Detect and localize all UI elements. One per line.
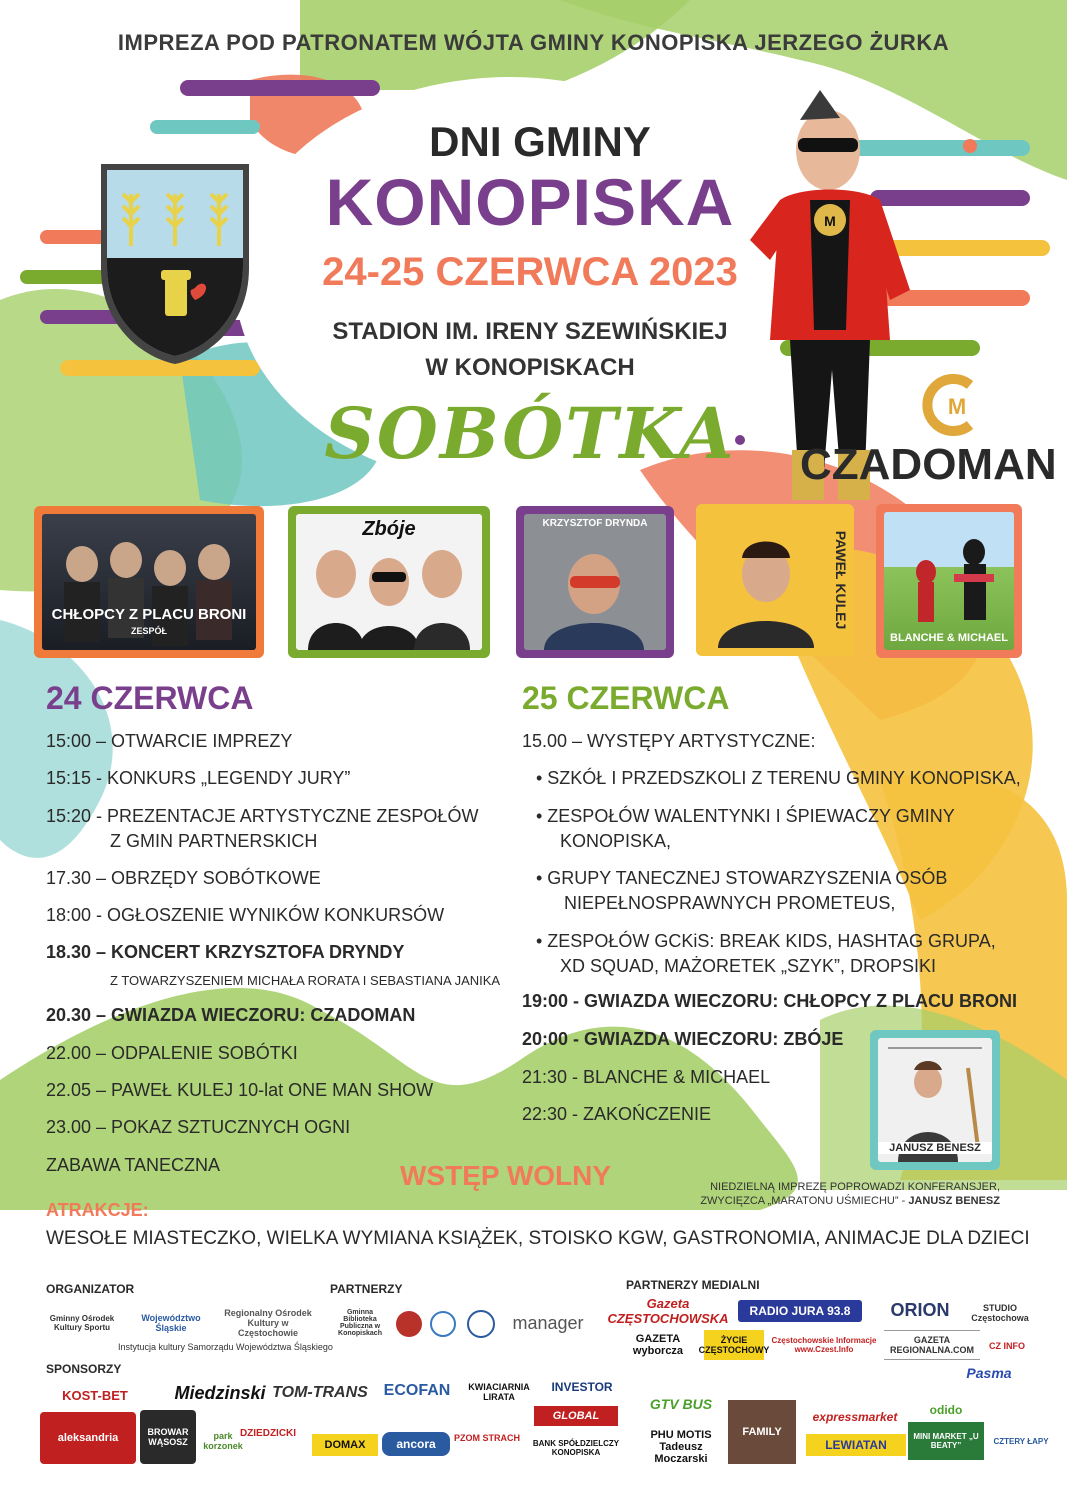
- partner-emblems-icon: [395, 1308, 505, 1340]
- host-note-name: JANUSZ BENESZ: [908, 1195, 1000, 1207]
- sponsor-logo: MINI MARKET „U BEATY”: [908, 1422, 984, 1460]
- media-logo: Pasma: [966, 1365, 1012, 1381]
- title-line-2: KONOPISKA: [325, 165, 735, 239]
- svg-text:M: M: [824, 213, 836, 229]
- day2-item: • GRUPY TANECZNEJ STOWARZYSZENIA OSÓB: [536, 868, 948, 888]
- day2-item: • ZESPOŁÓW WALENTYNKI I ŚPIEWACZY GMINY: [536, 806, 955, 826]
- media-logo: Gazeta CZĘSTOCHOWSKA: [607, 1296, 729, 1326]
- day2-item: 22:30 - ZAKOŃCZENIE: [522, 1104, 712, 1124]
- sponsor-logo: ancora: [382, 1432, 450, 1456]
- day1-heading: 24 CZERWCA: [46, 680, 254, 716]
- artist-card-chlopcy: [34, 506, 264, 658]
- day2-item: • SZKÓŁ I PRZEDSZKOLI Z TERENU GMINY KONOPISKA,: [536, 768, 1021, 788]
- attractions-text: WESOŁE MIASTECZKO, WIELKA WYMIANA KSIĄŻEK, STOISKO KGW, GASTRONOMIA, ANIMACJE DLA DZIECI: [46, 1228, 1030, 1249]
- organizer-caption: Instytucja kultury Samorządu Województwa Śląskiego: [118, 1342, 333, 1352]
- sponsor-logo: Tadeusz Moczarski: [654, 1441, 708, 1465]
- day1-item: 23.00 – POKAZ SZTUCZNYCH OGNI: [46, 1117, 351, 1137]
- patron-line: IMPREZA POD PATRONATEM WÓJTA GMINY KONOPISKA JERZEGO ŻURKA: [117, 30, 950, 55]
- media-logo: ŻYCIE CZĘSTOCHOWY: [704, 1330, 764, 1360]
- day2-item: 15.00 – WYSTĘPY ARTYSTYCZNE:: [522, 731, 816, 751]
- sponsor-logo: GTV BUS: [649, 1396, 713, 1412]
- sponsor-logo: TOM-TRANS: [272, 1384, 368, 1401]
- svg-text:M: M: [947, 394, 967, 419]
- media-logo: CZ INFO: [989, 1341, 1025, 1351]
- venue-line-1: STADION IM. IRENY SZEWIŃSKIEJ: [332, 318, 728, 345]
- artist-caption: PAWEŁ KULEJ: [833, 530, 849, 630]
- artist-card-kulej: [696, 504, 854, 656]
- sponsor-logo: LEWIATAN: [806, 1434, 906, 1456]
- organizer-label: ORGANIZATOR: [46, 1282, 135, 1296]
- sponsor-logo: INVESTOR: [551, 1380, 613, 1394]
- event-dates: 24-25 CZERWCA 2023: [322, 250, 738, 294]
- media-logo: ORION: [890, 1299, 950, 1320]
- day1-item: 20.30 – GWIAZDA WIECZORU: CZADOMAN: [46, 1005, 416, 1025]
- day2-item: KONOPISKA,: [560, 831, 672, 851]
- host-note: [700, 1180, 1000, 1208]
- organizer-logo: Regionalny Ośrodek Kultury w Częstochowie: [224, 1308, 312, 1338]
- day1-item: 18:00 - OGŁOSZENIE WYNIKÓW KONKURSÓW: [46, 905, 445, 925]
- media-logo: RADIO JURA 93.8: [738, 1300, 862, 1322]
- sponsor-logo: odido: [929, 1403, 963, 1417]
- sponsor-logo: KOST-BET: [62, 1387, 128, 1403]
- sponsor-logo: PZOM STRACH: [454, 1433, 520, 1443]
- artist-card-zboje: [288, 506, 490, 658]
- sponsor-logo: GLOBAL: [534, 1406, 618, 1426]
- day2-item: 21:30 - BLANCHE & MICHAEL: [522, 1067, 771, 1087]
- day2-heading: 25 CZERWCA: [522, 680, 730, 716]
- coat-of-arms-icon: [95, 158, 255, 368]
- artist-caption: CHŁOPCY Z PLACU BRONI: [51, 606, 247, 623]
- day2-item: • ZESPOŁÓW GCKiS: BREAK KIDS, HASHTAG GRUPA,: [536, 931, 996, 951]
- day1-item: Z GMIN PARTNERSKICH: [110, 831, 318, 851]
- artist-card-drynda: [516, 506, 674, 658]
- artist-caption: Zbóje: [362, 518, 416, 540]
- artist-card-blanche: [876, 504, 1022, 658]
- attractions-label: ATRAKCJE:: [46, 1200, 149, 1220]
- sponsor-logo: DOMAX: [312, 1434, 378, 1456]
- day2-item: 19:00 - GWIAZDA WIECZORU: CHŁOPCY Z PLACU BRONI: [522, 991, 1018, 1011]
- sponsor-logo: PHU MOTIS: [650, 1429, 712, 1441]
- sponsor-logo: Miedzinski: [174, 1382, 266, 1403]
- sponsor-logo: KWIACIARNIA LIRATA: [468, 1382, 530, 1402]
- day2-item: XD SQUAD, MAŻORETEK „SZYK”, DROPSIKI: [560, 956, 937, 976]
- day1-item: 15:00 – OTWARCIE IMPREZY: [46, 731, 293, 751]
- organizer-logo: Województwo Śląskie: [141, 1313, 201, 1333]
- artist-caption: BLANCHE & MICHAEL: [890, 632, 1008, 644]
- duo-photo: [884, 512, 1014, 650]
- sponsor-logo: BROWAR WĄSOSZ: [140, 1410, 196, 1464]
- day2-item: NIEPEŁNOSPRAWNYCH PROMETEUS,: [564, 893, 896, 913]
- organizer-logo: Gminny Ośrodek Kultury Sportu: [49, 1314, 115, 1332]
- sponsor-logo: aleksandria: [40, 1412, 136, 1464]
- admission-free: WSTĘP WOLNY: [400, 1160, 612, 1191]
- media-logo: Częstochowskie Informacje www.Czest.Info: [771, 1336, 877, 1354]
- day1-item: Z TOWARZYSZENIEM MICHAŁA RORATA I SEBASTIANA JANIKA: [110, 973, 501, 988]
- host-caption: JANUSZ BENESZ: [878, 1142, 992, 1154]
- host-card: [870, 1030, 1000, 1170]
- sponsor-logo: DZIEDZICKI: [239, 1427, 297, 1439]
- media-logo: GAZETA wyborcza: [632, 1333, 684, 1357]
- day1-item: 15:20 - PREZENTACJE ARTYSTYCZNE ZESPOŁÓW: [46, 806, 479, 826]
- day1-item: 22.05 – PAWEŁ KULEJ 10-lat ONE MAN SHOW: [46, 1080, 434, 1100]
- day2-item: 20:00 - GWIAZDA WIECZORU: ZBÓJE: [522, 1029, 844, 1049]
- media-logo: STUDIO Częstochowa: [971, 1303, 1029, 1323]
- partner-logo: manager: [512, 1312, 584, 1333]
- day1-item: 15:15 - KONKURS „LEGENDY JURY”: [46, 768, 351, 788]
- media-logo: GAZETA REGIONALNA.COM: [884, 1330, 980, 1360]
- partners-label: PARTNERZY: [330, 1282, 403, 1296]
- day1-item: 18.30 – KONCERT KRZYSZTOFA DRYNDY: [46, 942, 405, 962]
- event-name: SOBÓTKA: [324, 392, 736, 475]
- partner-logo: Gminna Biblioteka Publiczna w Konopiskach: [338, 1309, 382, 1337]
- artist-caption: KRZYSZTOF DRYNDA: [542, 518, 648, 529]
- artist-subcaption: ZESPÓŁ: [130, 626, 167, 636]
- title-line-1: DNI GMINY: [429, 118, 651, 165]
- sponsor-logo: park korzonek: [203, 1431, 243, 1451]
- artist-photo: [704, 512, 846, 648]
- day1-item: 22.00 – ODPALENIE SOBÓTKI: [46, 1043, 298, 1063]
- czadoman-logo-icon: [915, 370, 985, 440]
- headliner-name: CZADOMAN: [800, 440, 1057, 489]
- sponsors-label: SPONSORZY: [46, 1362, 122, 1376]
- host-note-line1: NIEDZIELNĄ IMPREZĘ POPROWADZI KONFERANSJER,: [710, 1181, 1000, 1193]
- sponsor-logo: expressmarket: [812, 1410, 898, 1424]
- sponsor-logo: CZTERY ŁAPY: [993, 1436, 1049, 1446]
- day1-item: 17.30 – OBRZĘDY SOBÓTKOWE: [46, 868, 321, 888]
- venue-line-2: W KONOPISKACH: [425, 354, 635, 381]
- sponsor-logo: FAMILY: [728, 1400, 796, 1464]
- sponsor-logo: BANK SPÓŁDZIELCZY KONOPISKA: [532, 1439, 620, 1457]
- sponsor-logo: ECOFAN: [383, 1382, 451, 1399]
- artist-photo: [524, 514, 666, 650]
- host-note-line2: ZWYCIĘZCA „MARATONU UŚMIECHU” -: [700, 1195, 909, 1207]
- media-partners-label: PARTNERZY MEDIALNI: [626, 1278, 760, 1292]
- day1-item: ZABAWA TANECZNA: [46, 1155, 221, 1175]
